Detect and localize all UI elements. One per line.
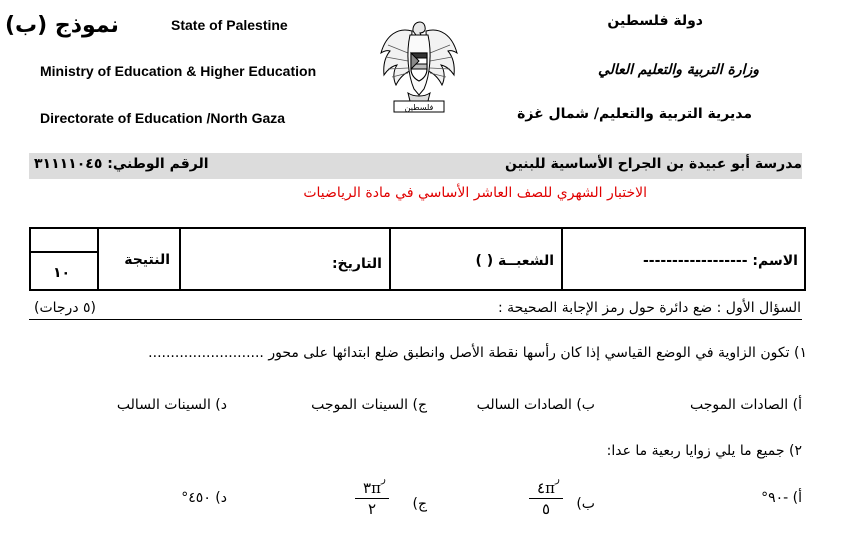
ministry-ar: وزارة التربية والتعليم العالي: [597, 62, 759, 78]
section-underline: [29, 319, 802, 320]
palestine-eagle-emblem: [378, 13, 460, 116]
q2-option-c-letter[interactable]: ج): [412, 496, 427, 512]
q2-option-c-radian-mark: ر: [381, 474, 386, 485]
q2-option-a[interactable]: أ) -٩٠°: [761, 490, 802, 506]
q1-option-b[interactable]: ب) الصادات السالب: [476, 397, 595, 413]
ministry-en: Ministry of Education & Higher Education: [40, 63, 317, 79]
section-field-label[interactable]: الشعبــة ( ): [475, 253, 554, 269]
exam-title: الاختبار الشهري للصف العاشر الأساسي في مادة الرياضيات: [303, 185, 647, 201]
q2-option-b-radian-mark: ر: [555, 474, 560, 485]
section1-title: السؤال الأول : ضع دائرة حول رمز الإجابة الصحيحة :: [498, 300, 801, 316]
q2-option-b-letter[interactable]: ب): [576, 496, 595, 512]
result-total: ١٠: [53, 265, 71, 281]
model-label: نموذج (ب): [5, 13, 119, 38]
student-info-table: [29, 227, 806, 291]
state-en: State of Palestine: [171, 17, 288, 33]
result-label: النتيجة: [124, 252, 170, 268]
q2-option-c-fraction: ٣π ٢: [355, 478, 389, 519]
state-ar: دولة فلسطين: [607, 13, 703, 29]
section1-marks: (٥ درجات): [34, 300, 97, 316]
question-1: [148, 345, 807, 361]
date-field-label[interactable]: التاريخ:: [331, 256, 382, 272]
school-name: مدرسة أبو عبيدة بن الجراح الأساسية للبنين: [504, 156, 802, 172]
name-field-label[interactable]: الاسم: ------------------: [642, 253, 798, 269]
question-1-number: ١): [794, 345, 807, 361]
question-2: [607, 443, 802, 459]
emblem-banner-text: فلسطين: [404, 103, 434, 112]
question-2-number: ٢): [789, 443, 802, 459]
directorate-en: Directorate of Education /North Gaza: [40, 110, 286, 126]
q1-option-d[interactable]: د) السينات السالب: [116, 397, 227, 413]
q2-option-b-fraction: ٤π ٥: [529, 478, 563, 519]
q2-option-d[interactable]: د) ٤٥٠°: [181, 490, 227, 506]
national-number: الرقم الوطني: ٣١١١١٠٤٥: [34, 156, 209, 172]
directorate-ar: مديرية التربية والتعليم/ شمال غزة: [517, 106, 752, 122]
q1-option-a[interactable]: أ) الصادات الموجب: [689, 397, 802, 413]
q1-option-c[interactable]: ج) السينات الموجب: [311, 397, 427, 413]
question-2-text: جميع ما يلي زوايا ربعية ما عدا:: [606, 443, 785, 459]
question-1-text: تكون الزاوية في الوضع القياسي إذا كان رأسها نقطة الأصل وانطبق ضلع ابتدائها على محور ..........................: [148, 345, 790, 361]
